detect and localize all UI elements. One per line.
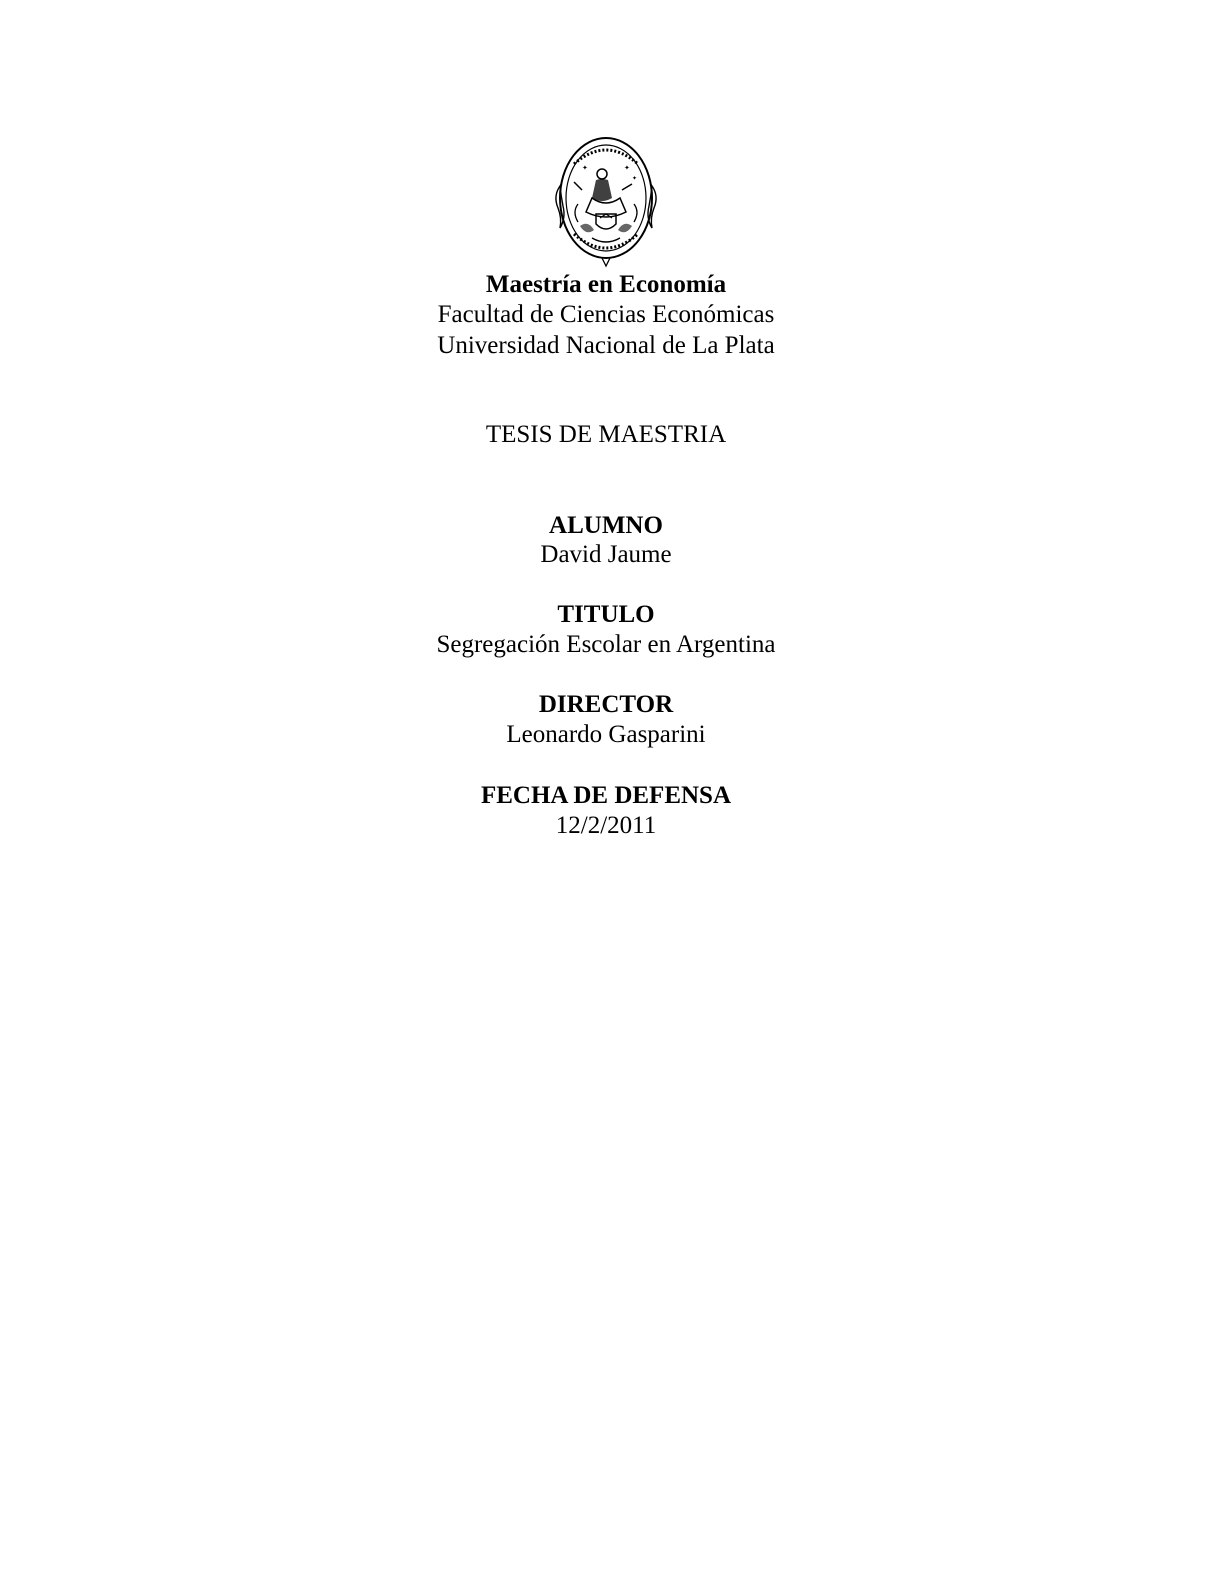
document-type: TESIS DE MAESTRIA: [485, 421, 727, 448]
svg-text:✦: ✦: [624, 164, 630, 172]
student-label: ALUMNO: [549, 512, 663, 539]
director-name: Leonardo Gasparini: [506, 721, 706, 748]
defense-date: 12/2/2011: [555, 812, 657, 839]
svg-text:✦: ✦: [582, 164, 588, 172]
faculty-name: Facultad de Ciencias Económicas: [437, 301, 775, 328]
program-title: Maestría en Economía: [485, 271, 727, 298]
university-seal-icon: [552, 134, 660, 270]
defense-date-label: FECHA DE DEFENSA: [480, 782, 732, 809]
thesis-title: Segregación Escolar en Argentina: [436, 631, 776, 658]
svg-text:✦: ✦: [632, 175, 638, 182]
university-name: Universidad Nacional de La Plata: [437, 332, 775, 359]
thesis-title-label: TITULO: [557, 601, 655, 628]
student-name: David Jaume: [540, 541, 672, 568]
director-label: DIRECTOR: [538, 691, 674, 718]
